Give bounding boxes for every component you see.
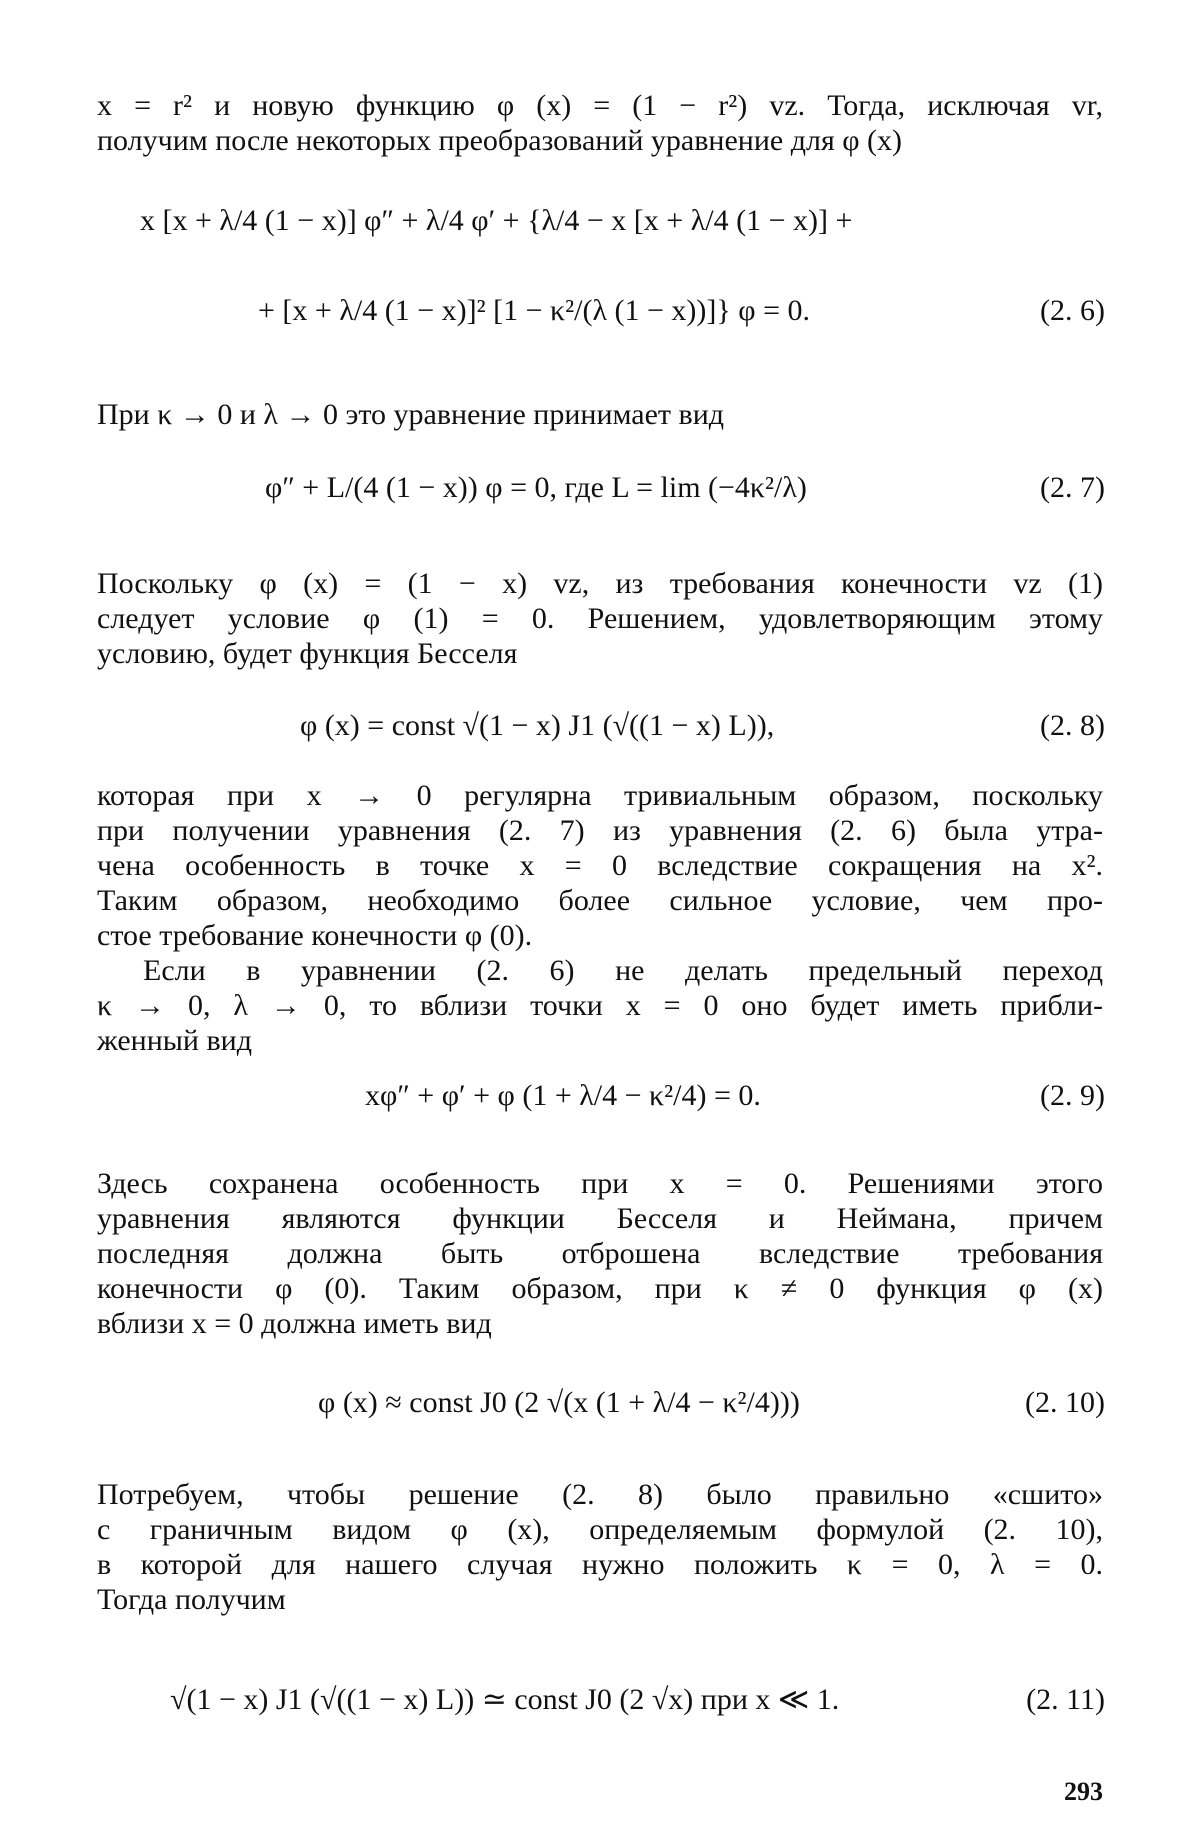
text-line: вблизи x = 0 должна иметь вид — [97, 1307, 492, 1340]
equation-number: (2. 8) — [1040, 709, 1105, 742]
paragraph-limit — [97, 397, 1103, 432]
equation-number: (2. 7) — [1040, 471, 1105, 504]
equation-2-8: φ (x) = const √(1 − x) J1 (√((1 − x) L)), — [300, 709, 775, 742]
text-line: Таким образом, необходимо более сильное условие, чем про- — [97, 884, 1103, 917]
equation-number: (2. 11) — [1026, 1683, 1105, 1716]
text-line: условию, будет функция Бесселя — [97, 637, 518, 670]
text-line: Тогда получим — [97, 1583, 286, 1616]
text-line: Потребуем, чтобы решение (2. 8) было правильно «сшито» — [97, 1478, 1103, 1511]
text-line: Если в уравнении (2. 6) не делать предельный переход — [143, 954, 1103, 987]
page-number: 293 — [1064, 1777, 1103, 1806]
equation-2-10: φ (x) ≈ const J0 (2 √(x (1 + λ/4 − κ²/4))) — [318, 1386, 800, 1419]
text-line: κ → 0, λ → 0, то вблизи точки x = 0 оно будет иметь прибли- — [97, 989, 1103, 1022]
text-line: женный вид — [97, 1024, 252, 1057]
equation-2-7: φ″ + L/(4 (1 − x)) φ = 0, где L = lim (−4κ²/λ) — [265, 471, 807, 504]
paragraph-bessel — [97, 566, 1103, 671]
text-line: При κ → 0 и λ → 0 это уравнение принимает вид — [97, 398, 725, 431]
equation-2-6-line-2: + [x + λ/4 (1 − x)]² [1 − κ²/(λ (1 − x))]} φ = 0. — [258, 294, 810, 327]
text-line: последняя должна быть отброшена вследствие требования — [97, 1237, 1103, 1270]
text-line: уравнения являются функции Бесселя и Неймана, причем — [97, 1202, 1103, 1235]
equation-number: (2. 10) — [1025, 1386, 1105, 1419]
text-line: стое требование конечности φ (0). — [97, 919, 533, 952]
text-line: чена особенность в точке x = 0 вследствие сокращения на x². — [97, 849, 1103, 882]
text-line: следует условие φ (1) = 0. Решением, удовлетворяющим этому — [97, 602, 1103, 635]
equation-number: (2. 9) — [1040, 1079, 1105, 1112]
text-line: Здесь сохранена особенность при x = 0. Решениями этого — [97, 1167, 1103, 1200]
text-line: x = r² и новую функцию φ (x) = (1 − r²) vz. Тогда, исключая vr, — [97, 89, 1103, 122]
equation-2-6-line-1: x [x + λ/4 (1 − x)] φ″ + λ/4 φ′ + {λ/4 − x [x + λ/4 (1 − x)] + — [140, 204, 853, 237]
equation-number: (2. 6) — [1040, 294, 1105, 327]
text-line: в которой для нашего случая нужно положить κ = 0, λ = 0. — [97, 1548, 1103, 1581]
text-line: конечности φ (0). Таким образом, при κ ≠ 0 функция φ (x) — [97, 1272, 1103, 1305]
equation-2-9: xφ″ + φ′ + φ (1 + λ/4 − κ²/4) = 0. — [365, 1079, 761, 1112]
paragraph-regularity — [97, 778, 1103, 953]
equation-2-11: √(1 − x) J1 (√((1 − x) L)) ≃ const J0 (2 √x) при x ≪ 1. — [170, 1683, 840, 1716]
text-line: получим после некоторых преобразований уравнение для φ (x) — [97, 124, 903, 157]
paragraph-approximate — [97, 953, 1103, 1058]
paragraph-intro — [97, 88, 1103, 158]
paragraph-matching — [97, 1477, 1103, 1617]
text-line: Поскольку φ (x) = (1 − x) vz, из требования конечности vz (1) — [97, 567, 1103, 600]
paragraph-neumann — [97, 1166, 1103, 1341]
text-line: при получении уравнения (2. 7) из уравнения (2. 6) была утра- — [97, 814, 1103, 847]
text-line: с граничным видом φ (x), определяемым формулой (2. 10), — [97, 1513, 1103, 1546]
text-line: которая при x → 0 регулярна тривиальным образом, поскольку — [97, 779, 1103, 812]
